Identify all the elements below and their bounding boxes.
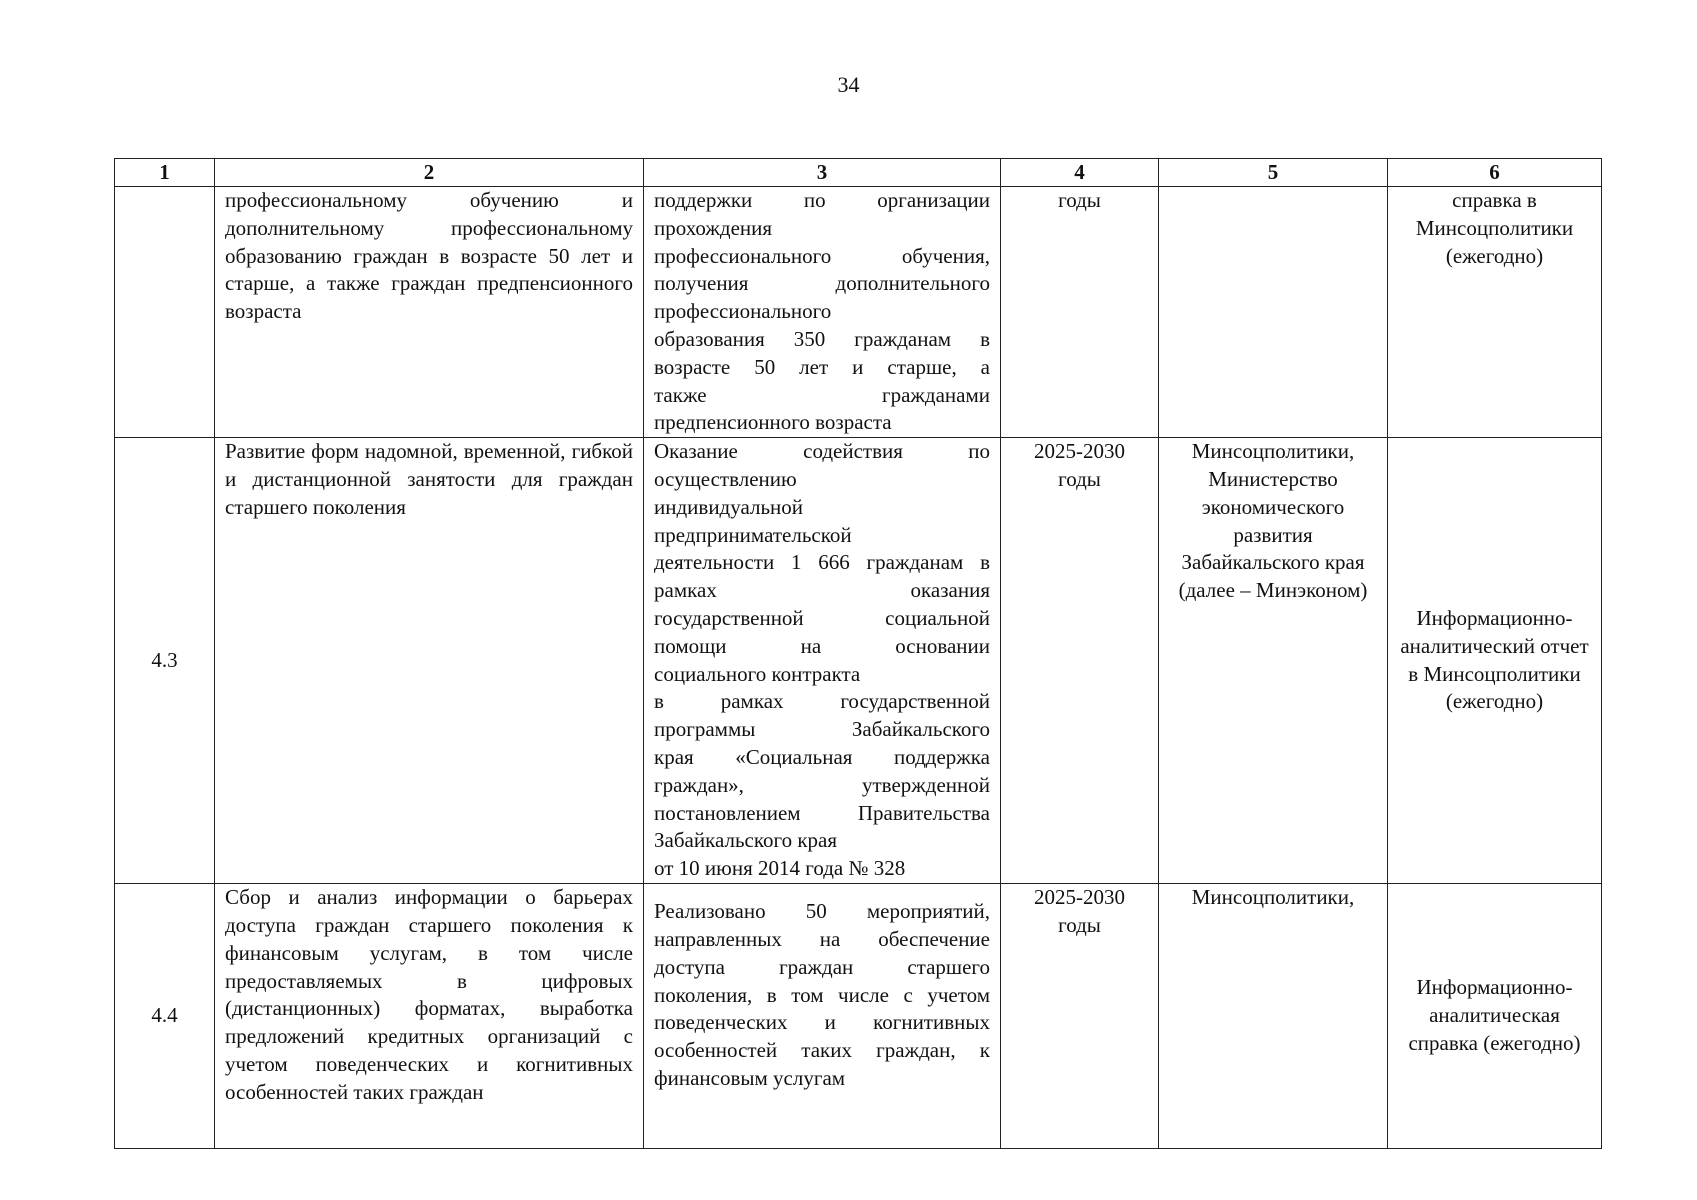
- report-cell: справка в Минсоцполитики (ежегодно): [1388, 187, 1602, 438]
- measures-table: [114, 158, 1602, 1149]
- page-number: 34: [837, 72, 860, 97]
- result-cell: Реализовано 50 мероприятий, направленных на обеспечение доступа граждан старшего поколения, в том числе с учетом поведенческих и когнитивных особенностей таких граждан, к финансовым услугам: [644, 884, 1001, 1149]
- executor-cell: Минсоцполитики,: [1159, 884, 1388, 1149]
- row-number: 4.3: [115, 438, 215, 884]
- executor-cell: Минсоцполитики, Министерство экономического развития Забайкальского края (далее – Минэконом): [1159, 438, 1388, 884]
- result-line: профессионального: [654, 299, 832, 324]
- report-cell: Информационно-аналитический отчет в Минсоцполитики (ежегодно): [1388, 438, 1602, 884]
- table-row: [115, 438, 1602, 884]
- executor-cell: [1159, 187, 1388, 438]
- column-header-4: 4: [1001, 159, 1159, 187]
- period-cell: 2025-2030 годы: [1001, 438, 1159, 884]
- result-line: Забайкальского края: [654, 828, 838, 853]
- result-line: осуществлению: [654, 466, 797, 491]
- result-cell: [644, 438, 1001, 884]
- result-line: индивидуальной: [654, 494, 803, 519]
- result-line: профессионального обучения,: [654, 243, 990, 268]
- column-header-1: 1: [115, 159, 215, 187]
- result-line: социального контракта: [654, 661, 861, 686]
- result-line: программы Забайкальского: [654, 717, 990, 742]
- result-line: прохождения: [654, 215, 773, 240]
- result-line: помощи на основании: [654, 633, 990, 658]
- result-line: граждан», утвержденной: [654, 772, 990, 797]
- period-cell: 2025-2030 годы: [1001, 884, 1159, 1149]
- result-line: от 10 июня 2014 года № 328: [654, 856, 906, 881]
- row-number: [115, 187, 215, 438]
- column-header-5: 5: [1159, 159, 1388, 187]
- result-line: края «Социальная поддержка: [654, 744, 990, 769]
- result-line: возрасте 50 лет и старше, а: [654, 354, 990, 379]
- result-line: рамках оказания: [654, 578, 990, 603]
- result-line: предпринимательской: [654, 522, 852, 547]
- result-line: получения дополнительного: [654, 271, 990, 296]
- row-number: 4.4: [115, 884, 215, 1149]
- report-cell: Информационно-аналитическая справка (ежегодно): [1388, 884, 1602, 1149]
- result-line: деятельности 1 666 гражданам в: [654, 550, 990, 575]
- result-line: в рамках государственной: [654, 689, 990, 714]
- column-header-3: 3: [644, 159, 1001, 187]
- column-header-6: 6: [1388, 159, 1602, 187]
- measure-cell: Сбор и анализ информации о барьерах доступа граждан старшего поколения к финансовым услугам, в том числе предоставляемых в цифровых (дистанционных) форматах, выработка предложений кредитных организаций с учетом поведенческих и когнитивных особенностей таких граждан: [215, 884, 644, 1149]
- measure-cell: Развитие форм надомной, временной, гибкой и дистанционной занятости для граждан старшего поколения: [215, 438, 644, 884]
- column-header-2: 2: [215, 159, 644, 187]
- table-row: [115, 187, 1602, 438]
- result-line: государственной социальной: [654, 605, 990, 630]
- result-line: Оказание содействия по: [654, 439, 990, 464]
- measure-cell: профессиональному обучению и дополнительному профессиональному образованию граждан в возрасте 50 лет и старше, а также граждан предпенсионного возраста: [215, 187, 644, 438]
- result-line: постановлением Правительства: [654, 800, 990, 825]
- result-cell: [644, 187, 1001, 438]
- result-line: поддержки по организации: [654, 188, 990, 212]
- table-header-row: [115, 159, 1602, 187]
- result-line: образования 350 гражданам в: [654, 326, 990, 351]
- result-line: также гражданами: [654, 382, 990, 407]
- result-line: предпенсионного возраста: [654, 410, 892, 435]
- table-row: [115, 884, 1602, 1149]
- period-cell: годы: [1001, 187, 1159, 438]
